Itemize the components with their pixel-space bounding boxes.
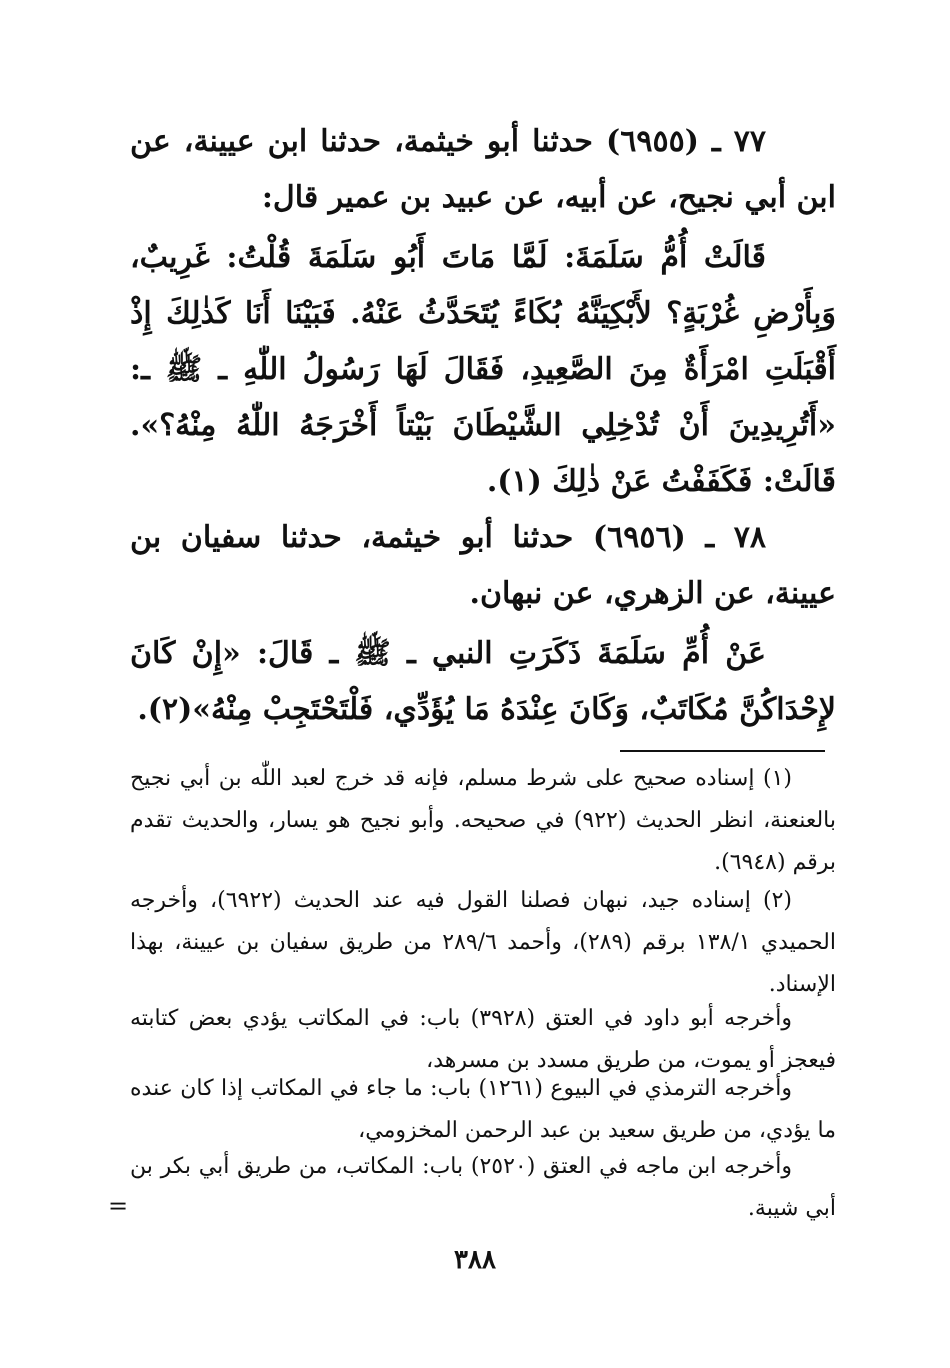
hadith-78-isnad-text: ٧٨ ـ (٦٩٥٦) حدثنا أبو خيثمة، حدثنا سفيان بن عيينة، عن الزهري، عن نبهان. — [130, 520, 836, 611]
hadith-77-isnad — [130, 114, 836, 226]
footnote-2-abu-dawud-text: وأخرجه أبو داود في العتق (٣٩٢٨) باب: في المكاتب يؤدي بعض كتابته فيعجز أو يموت، من طريق مسدد بن مسرهد، — [130, 1006, 836, 1073]
continuation-mark: = — [108, 1192, 129, 1220]
footnote-1-text: (١) إسناده صحيح على شرط مسلم، فإنه قد خرج لعبد اللّٰه بن أبي نجيح بالعنعنة، انظر الحديث (٩٢٢) في صحيحه. وأبو نجيح هو يسار، والحديث تقدم برقم (٦٩٤٨). — [130, 766, 837, 875]
footnote-2 — [130, 880, 836, 1006]
hadith-78-isnad — [130, 510, 836, 622]
footnote-separator — [620, 750, 825, 752]
hadith-77-matn — [130, 230, 836, 510]
hadith-77-matn-text: قَالَتْ أُمُّ سَلَمَةَ: لَمَّا مَاتَ أَبُو سَلَمَةَ قُلْتُ: غَرِيبٌ، وَبِأَرْضِ غُرْبَةٍ؟ لأَبْكِيَنَّهُ بُكَاءً يُتَحَدَّثُ عَنْهُ. فَبَيْنَا أَنَا كَذٰلِكَ إِذْ أَقْبَلَتِ امْرَأَةٌ مِنَ الصَّعِيدِ، فَقَالَ لَهَا رَسُولُ اللّٰهِ ـ ﷺ ـ: «أَتُرِيدِينَ أَنْ تُدْخِلِي الشَّيْطَانَ بَيْتاً أَخْرَجَهُ اللّٰهُ مِنْهُ؟». قَالَتْ: فَكَفَفْتُ عَنْ ذٰلِكَ (١). — [130, 240, 836, 499]
footnote-2-ibn-majah-text: وأخرجه ابن ماجه في العتق (٢٥٢٠) باب: المكاتب، من طريق أبي بكر بن أبي شيبة. — [130, 1154, 836, 1221]
footnote-1 — [130, 758, 836, 884]
footnote-2-text: (٢) إسناده جيد، نبهان فصلنا القول فيه عند الحديث (٦٩٢٢)، وأخرجه الحميدي ١٣٨/١ برقم (٢٨٩)، وأحمد ٢٨٩/٦ من طريق سفيان بن عيينة، بهذا الإسناد. — [130, 888, 837, 997]
footnote-2-tirmidhi-text: وأخرجه الترمذي في البيوع (١٢٦١) باب: ما جاء في المكاتب إذا كان عنده ما يؤدي، من طريق سعيد بن عبد الرحمن المخزومي، — [130, 1076, 836, 1143]
hadith-77-isnad-text: ٧٧ ـ (٦٩٥٥) حدثنا أبو خيثمة، حدثنا ابن عيينة، عن ابن أبي نجيح، عن أبيه، عن عبيد بن عمير قال: — [130, 124, 836, 215]
page-number: ٣٨٨ — [454, 1245, 496, 1275]
hadith-78-matn — [130, 626, 836, 738]
footnote-2-tirmidhi — [130, 1068, 836, 1152]
footnote-2-ibn-majah — [130, 1146, 836, 1230]
hadith-78-matn-text: عَنْ أُمِّ سَلَمَةَ ذَكَرَتِ النبي ـ ﷺ ـ قَالَ: «إِنْ كَانَ لإِحْدَاكُنَّ مُكَاتَبٌ، وَكَانَ عِنْدَهُ مَا يُؤَدِّي، فَلْتَحْتَجِبْ مِنْهُ»(٢). — [130, 636, 836, 727]
